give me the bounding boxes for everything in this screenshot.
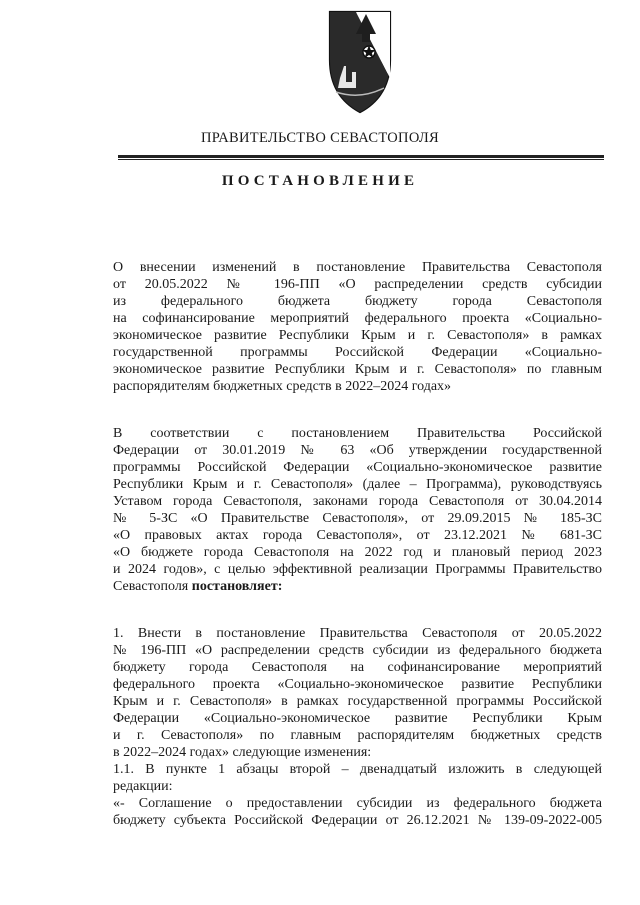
basis-line: программы Российской Федерации «Социально-экономическое развитие — [113, 460, 602, 475]
item-line: Федерации «Социально-экономическое развитие Республики Крым — [113, 711, 602, 726]
header-rule-thin — [118, 159, 604, 160]
basis-line: Республики Крым и г. Севастополя» (далее – Программа), руководствуясь — [113, 477, 602, 492]
basis-line: и 2024 годов», с целью эффективной реализации Программы Правительство — [113, 562, 602, 577]
basis-line: «О правовых актах города Севастополя», от 23.12.2021 № 681-ЗС — [113, 528, 602, 543]
subject-line: от 20.05.2022 № 196-ПП «О распределении средств субсидии — [113, 277, 602, 292]
basis-last-line — [113, 578, 602, 595]
basis-line: «О бюджете города Севастополя на 2022 год и плановый период 2023 — [113, 545, 602, 560]
item-line: бюджету города Севастополя на софинансирование мероприятий — [113, 660, 602, 675]
item-line: № 196-ПП «О распределении средств субсидии из федерального бюджета — [113, 643, 602, 658]
item-line: и г. Севастополя» по главным распорядителям бюджетных средств — [113, 728, 602, 743]
item-line: бюджету субъекта Российской Федерации от 26.12.2021 № 139-09-2022-005 — [113, 813, 602, 828]
basis-line: В соответствии с постановлением Правительства Российской — [113, 426, 602, 441]
subject-line: из федерального бюджета бюджету города Севастополя — [113, 294, 602, 309]
sevastopol-coat-of-arms-icon — [326, 8, 394, 116]
subject-line: государственной программы Российской Федерации «Социально- — [113, 345, 602, 360]
basis-line: № 5-ЗС «О Правительстве Севастополя», от 29.09.2015 № 185-ЗС — [113, 511, 602, 526]
subject-line: экономическое развитие Республики Крым и г. Севастополя» в рамках — [113, 328, 602, 343]
resolves-keyword: постановляет: — [191, 579, 283, 594]
header-rule-thick — [118, 155, 604, 158]
item-line: в 2022–2024 годах» следующие изменения: — [113, 745, 372, 760]
government-title: ПРАВИТЕЛЬСТВО СЕВАСТОПОЛЯ — [201, 130, 439, 146]
basis-paragraph — [113, 425, 602, 595]
subject-line: распорядителям бюджетных средств в 2022–2024 годах» — [113, 379, 452, 394]
item-line: «- Соглашение о предоставлении субсидии из федерального бюджета — [113, 796, 602, 811]
item-1-paragraph — [113, 625, 602, 829]
document-type: ПОСТАНОВЛЕНИЕ — [221, 173, 419, 189]
subject-line: экономическое развитие Республики Крым и г. Севастополя» по главным — [113, 362, 602, 377]
subject-line: О внесении изменений в постановление Правительства Севастополя — [113, 260, 602, 275]
basis-line: Федерации от 30.01.2019 № 63 «Об утверждении государственной — [113, 443, 602, 458]
basis-end-text: Севастополя — [113, 579, 192, 594]
item-line: редакции: — [113, 779, 173, 794]
item-line: Крым и г. Севастополя» в рамках государственной программы Российской — [113, 694, 602, 709]
subject-paragraph — [113, 259, 602, 395]
item-line: 1. Внести в постановление Правительства Севастополя от 20.05.2022 — [113, 626, 602, 641]
item-line: 1.1. В пункте 1 абзацы второй – двенадцатый изложить в следующей — [113, 762, 602, 777]
subject-line: на софинансирование мероприятий федерального проекта «Социально- — [113, 311, 602, 326]
item-line: федерального проекта «Социально-экономическое развитие Республики — [113, 677, 602, 692]
basis-line: Уставом города Севастополя, законами города Севастополя от 30.04.2014 — [113, 494, 602, 509]
